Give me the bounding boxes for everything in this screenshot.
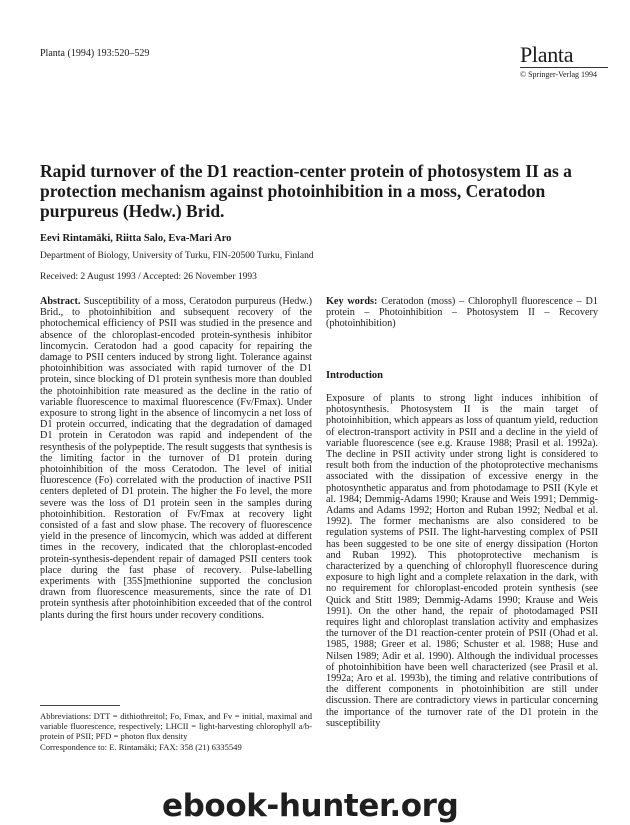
abstract-text: Susceptibility of a moss, Ceratodon purpureus (Hedw.) Brid., to photoinhibition and subsequent recovery of the photochemical efficiency of PSII was studied in the presence and absence of the chloroplast-encoded protein-synthesis inhibitor lincomycin. Ceratodon had a good capacity for repairing the damage to PSII centers induced by strong light. Tolerance against photoinhibition was associated with rapid turnover of the D1 protein, since blocking of D1 protein synthesis more than doubled the photoinhibition rate measured as the decline in the ratio of variable fluorescence to maximal fluorescence (Fv/Fmax). Under exposure to strong light in the absence of lincomycin a net loss of D1 protein occurred, indicating that the degradation of damaged D1 protein in Ceratodon was rapid and independent of the resynthesis of the polypeptide. The result suggests that synthesis is the limiting factor in the turnover of D1 protein during photoinhibition of the moss Ceratodon. The level of initial fluorescence (Fo) correlated with the production of inactive PSII centers depleted of D1 protein. The higher the Fo level, the more severe was the loss of D1 protein seen in the samples during photoinhibition. Restoration of Fv/Fmax at recovery light consisted of a fast and slow phase. The recovery of fluorescence yield in the presence of lincomycin, which was added at different times in the recovery, indicated that the chloroplast-encoded protein-synthesis-dependent repair of damaged PSII centers took place during the fast phase of recovery. Pulse-labelling experiments with [35S]methionine supported the conclusion drawn from fluorescence measurements, since the rate of D1 protein synthesis after photoinhibition exceeded that of the control plants during the first hours under recovery conditions. — [40, 296, 313, 621]
affiliation: Department of Biology, University of Turku, FIN-20500 Turku, Finland — [40, 251, 314, 261]
publisher-brand — [520, 44, 610, 79]
introduction-paragraph: Exposure of plants to strong light induces inhibition of photosynthesis. Photosystem II is the main target of photoinhibition, which appears as loss of quantum yield, reduction of electron-transport activity in PSII and a decline in the yield of variable fluorescence (see e.g. Krause 1988; Prasil et al. 1992a). The decline in PSII activity under strong light is considered to result both from the induction of the photoprotective mechanisms associated with the dissipation of excessive energy in the photosynthetic apparatus and from photodamage to PSII (Kyle et al. 1984; Demmig-Adams 1990; Krause and Weis 1991; Demmig-Adams and Adams 1992; Horton and Ruban 1992; Nedbal et al. 1992). The former mechanisms are also considered to be regulation systems of PSII. The light-harvesting complex of PSII has been suggested to be one site of energy dissipation (Horton and Ruban 1992). This photoprotective mechanism is characterized by a quenching of chlorophyll fluorescence during exposure to high light and a complete relaxation in the dark, with no requirement for chloroplast-encoded protein synthesis (see Quick and Stitt 1989; Demmig-Adams 1990; Krause and Weis 1991). On the other hand, the repair of photodamaged PSII requires light and chloroplast translation activity and emphasizes the turnover of the D1 reaction-center protein of PSII (Ohad et al. 1985, 1988; Greer et al. 1986; Schuster et al. 1988; Huse and Nilsen 1989; Adir et al. 1990). Although the individual processes of photoinhibition have been well characterized (see Prasil et al. 1992a; Aro et al. 1993b), the timing and relative contributions of the different components in photoinhibition are still under discussion. There are contradictory views in particular concerning the importance of the turnover rate of the D1 protein in the susceptibility — [326, 393, 598, 729]
article-title: Rapid turnover of the D1 reaction-center protein of photosystem II as a protection mechanism against photoinhibition in a moss, Ceratodon purpureus (Hedw.) Brid. — [40, 161, 572, 221]
abstract-label: Abstract. — [40, 296, 81, 307]
copyright-notice: © Springer-Verlag 1994 — [520, 70, 598, 79]
footnote-divider — [40, 705, 120, 706]
footnotes — [40, 712, 312, 755]
keywords-block — [326, 296, 598, 330]
introduction-heading: Introduction — [326, 370, 383, 381]
introduction-text — [326, 393, 598, 801]
keywords-label: Key words: — [326, 296, 378, 307]
journal-citation: Planta (1994) 193:520–529 — [40, 48, 150, 59]
watermark-link[interactable]: ebook-hunter.org — [162, 788, 459, 824]
abstract-block — [40, 296, 312, 621]
received-accepted-dates: Received: 2 August 1993 / Accepted: 26 November 1993 — [40, 272, 257, 282]
journal-logo: Planta — [520, 42, 574, 67]
logo-divider — [520, 67, 608, 68]
author-list: Eevi Rintamäki, Riitta Salo, Eva-Mari Aro — [40, 233, 232, 244]
keywords-text: Ceratodon (moss) – Chlorophyll fluorescence – D1 protein – Photoinhibition – Photosystem II – Recovery (photoinhibition) — [326, 296, 598, 330]
abbreviations-note: Abbreviations: DTT = dithiothreitol; Fo, Fmax, and Fv = initial, maximal and variable fluorescence, respectively; LHCII = light-harvesting chlorophyll a/b-protein of PSII; PFD = photon flux density — [40, 711, 312, 741]
correspondence-note: Correspondence to: E. Rintamäki; FAX: 358 (21) 6335549 — [40, 742, 242, 753]
